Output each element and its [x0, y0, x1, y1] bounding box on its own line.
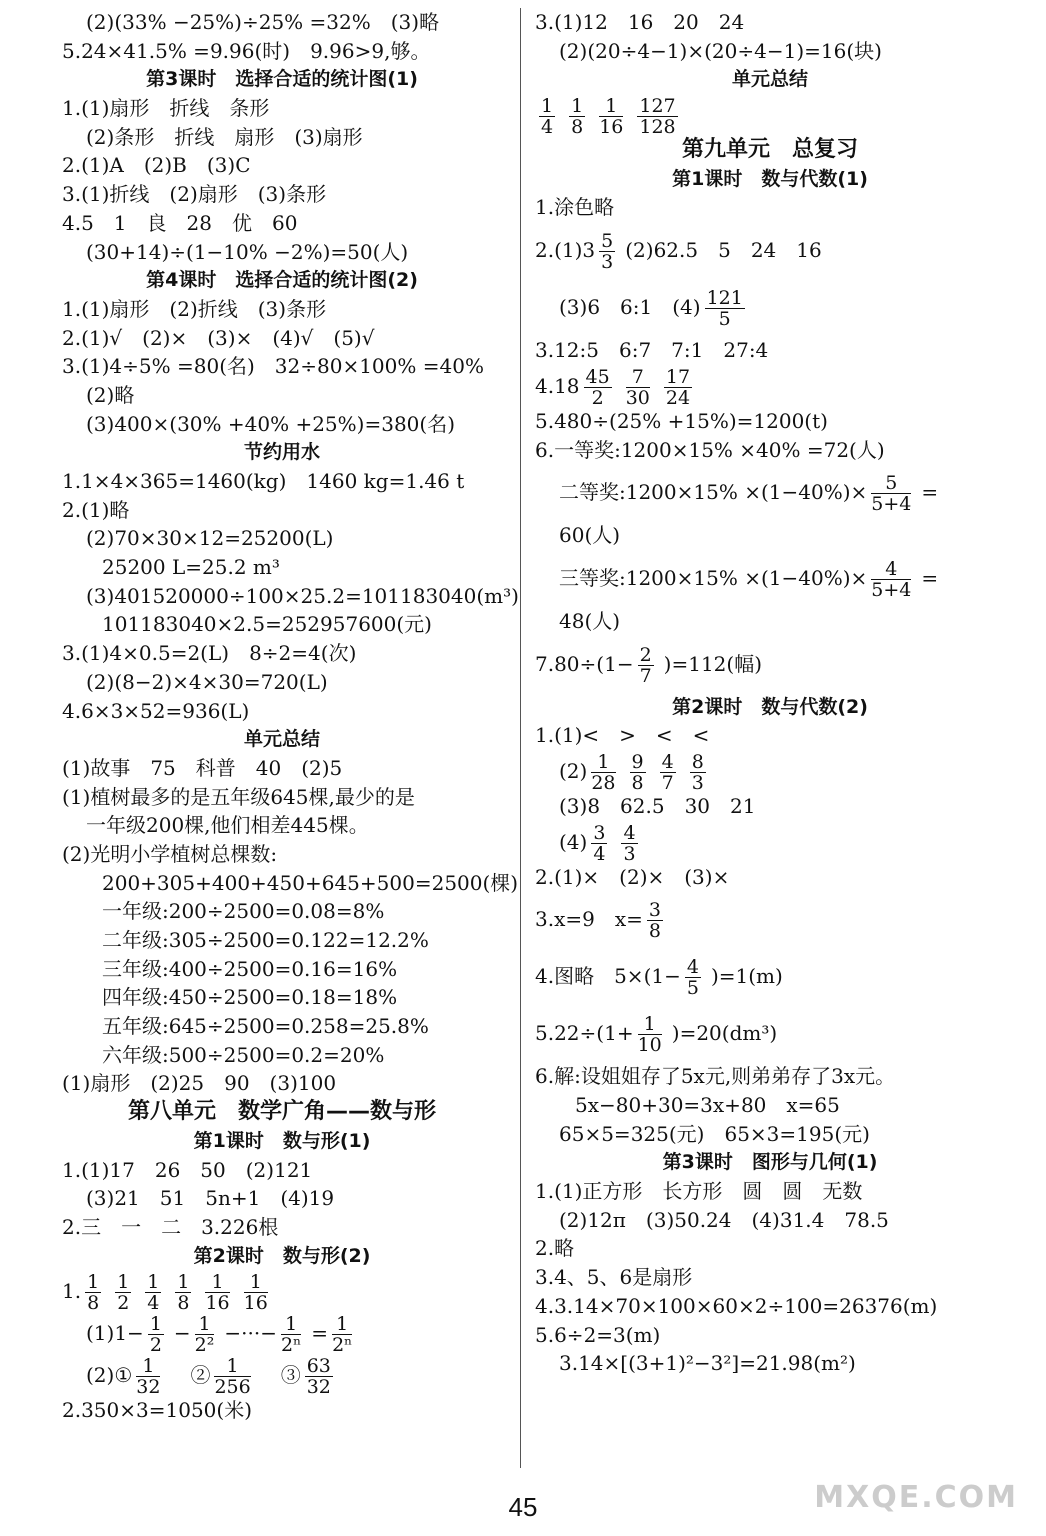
fraction: $\frac{5}{5+4}$: [871, 472, 912, 516]
section-heading: 第八单元 数学广角——数与形: [127, 1099, 436, 1125]
answer-line: 2.略: [535, 1236, 575, 1261]
answer-line: 1.1×4×365=1460(kg) 1460 kg=1.46 t: [62, 469, 465, 493]
answer-line: 5.22÷(1+ $\frac{1}{10}$ )=20(dm³): [535, 1013, 778, 1057]
answer-line: 1.(1)17 26 50 (2)121: [62, 1157, 313, 1182]
fraction: $\frac{1}{\text{2²}}$: [194, 1313, 215, 1357]
answer-line: 1.(1)扇形 折线 条形: [62, 96, 270, 121]
fraction: $\frac{4}{5+4}$: [871, 557, 912, 601]
fraction: $\frac{2}{7}$: [639, 643, 652, 687]
answer-line: 200+305+400+450+645+500=2500(棵): [102, 870, 519, 895]
answer-line: 二等奖:1200×15% ×(1−40%)× $\frac{5}{5+4}$ =: [559, 472, 939, 516]
answer-line: 6.解:设姐姐存了5x元,则弟弟存了3x元。: [535, 1064, 896, 1089]
answer-line: (2)① $\frac{1}{32}$ ② $\frac{1}{256}$ ③ $\frac{63}{32}$: [86, 1355, 331, 1399]
answer-line: 2.(1)√ (2)× (3)× (4)√ (5)√: [62, 325, 375, 350]
answer-line: 4.18 $\frac{45}{2}$ $\frac{7}{30}$ $\frac{17}{24}$: [535, 365, 691, 409]
section-heading: 第2课时 数与代数(2): [672, 695, 868, 718]
fraction: $\frac{121}{5}$: [706, 287, 743, 331]
answer-line: 25200 L=25.2 m³: [102, 555, 280, 580]
answer-line: 5.480÷(25% +15%)=1200(t): [535, 408, 828, 433]
answer-line: 2.(1)× (2)× (3)×: [535, 864, 730, 889]
answer-line: 3.(1)折线 (2)扇形 (3)条形: [62, 182, 327, 207]
answer-line: 1.(1)< > < <: [535, 723, 710, 748]
section-heading: 第4课时 选择合适的统计图(2): [146, 269, 418, 292]
fraction: $\frac{63}{32}$: [306, 1355, 331, 1399]
fraction: $\frac{45}{2}$: [585, 365, 610, 409]
answer-line: (1)1− $\frac{1}{2}$ − $\frac{1}{\text{2²}}$ −···− $\frac{1}{\text{2ⁿ}}$ = $\frac{1}{\text{2ⁿ}}$: [86, 1313, 353, 1357]
answer-line: 五年级:645÷2500=0.258=25.8%: [102, 1014, 429, 1039]
answer-line: 3.12:5 6:7 7:1 27:4: [535, 338, 769, 363]
fraction: $\frac{4}{3}$: [623, 821, 636, 865]
answer-line: (2) $\frac{1}{28}$ $\frac{9}{8}$ $\frac{4}{7}$ $\frac{8}{3}$: [559, 750, 704, 794]
answer-line: (4) $\frac{3}{4}$ $\frac{4}{3}$: [559, 821, 636, 865]
answer-line: 1. $\frac{1}{8}$ $\frac{1}{2}$ $\frac{1}{4}$ $\frac{1}{8}$ $\frac{1}{16}$ $\frac{1}{16}$: [62, 1271, 268, 1315]
section-heading: 第九单元 总复习: [681, 137, 858, 163]
answer-line: 3.(1)4÷5% =80(名) 32÷80×100% =40%: [62, 354, 484, 379]
answer-line: 2.(1)略: [62, 497, 130, 522]
answer-line: (3)6 6:1 (4) $\frac{121}{5}$: [559, 287, 743, 331]
answer-line: 六年级:500÷2500=0.2=20%: [102, 1042, 385, 1067]
answer-line: 3.14×[(3+1)²−3²]=21.98(m²): [559, 1351, 856, 1376]
fraction: $\frac{3}{4}$: [593, 821, 606, 865]
fraction: $\frac{1}{\text{2ⁿ}}$: [280, 1313, 302, 1357]
answer-line: (2)70×30×12=25200(L): [86, 526, 334, 551]
fraction: $\frac{1}{4}$: [541, 95, 554, 139]
answer-line: 5.6÷2=3(m): [535, 1322, 661, 1347]
answer-line: 四年级:450÷2500=0.18=18%: [102, 985, 398, 1010]
answer-line: (3)400×(30% +40% +25%)=380(名): [86, 411, 455, 436]
section-heading: 单元总结: [243, 728, 320, 751]
left-column: [62, 8, 519, 1425]
answer-line: 4.6×3×52=936(L): [62, 698, 250, 723]
fraction: $\frac{1}{8}$: [571, 95, 584, 139]
answer-line: 4.图略 5×(1− $\frac{4}{5}$ )=1(m): [535, 956, 783, 1000]
fraction: $\frac{1}{\text{2ⁿ}}$: [332, 1313, 353, 1357]
fraction: $\frac{17}{24}$: [665, 365, 691, 409]
section-heading: 第1课时 数与代数(1): [672, 167, 868, 190]
answer-line: (1)扇形 (2)25 90 (3)100: [62, 1071, 337, 1096]
answer-line: (2)(8−2)×4×30=720(L): [86, 669, 328, 694]
answer-line: (3)401520000÷100×25.2=101183040(m³): [86, 583, 519, 608]
answer-line: [535, 94, 1005, 139]
section-heading: 第2课时 数与形(2): [193, 1244, 371, 1267]
fraction: $\frac{8}{3}$: [691, 750, 704, 794]
section-heading: 单元总结: [731, 68, 808, 91]
fraction: $\frac{1}{256}$: [214, 1355, 251, 1399]
fraction: $\frac{1}{2}$: [117, 1271, 130, 1315]
answer-line: (2)条形 折线 扇形 (3)扇形: [86, 124, 363, 149]
fraction: $\frac{7}{30}$: [625, 365, 650, 409]
answer-line: 7.80÷(1− $\frac{2}{7}$ )=112(幅): [535, 643, 763, 687]
answer-line: (3)21 51 5n+1 (4)19: [86, 1186, 335, 1211]
fraction: $\frac{4}{5}$: [686, 956, 699, 1000]
answer-line: 3.(1)12 16 20 24: [535, 10, 745, 34]
answer-line: (2)(20÷4−1)×(20÷4−1)=16(块): [559, 38, 882, 63]
column-divider: [520, 8, 521, 1468]
fraction: $\frac{1}{4}$: [147, 1271, 160, 1315]
answer-line: 三年级:400÷2500=0.16=16%: [102, 956, 398, 981]
fraction: $\frac{1}{16}$: [599, 95, 624, 139]
fraction: $\frac{3}{8}$: [648, 899, 661, 943]
answer-line: (30+14)÷(1−10% −2%)=50(人): [86, 239, 409, 264]
answer-line: 4.3.14×70×100×60×2÷100=26376(m): [535, 1293, 938, 1318]
fraction: $\frac{5}{3}$: [601, 230, 614, 274]
answer-line: 2.350×3=1050(米): [62, 1398, 252, 1423]
section-heading: 节约用水: [243, 441, 320, 464]
fraction: $\frac{9}{8}$: [631, 750, 644, 794]
fraction: $\frac{1}{8}$: [87, 1271, 100, 1315]
page-number: 45: [508, 1492, 538, 1522]
answer-line: 三等奖:1200×15% ×(1−40%)× $\frac{4}{5+4}$ =: [559, 557, 939, 601]
answer-line: 3.x=9 x= $\frac{3}{8}$: [535, 899, 661, 943]
watermark-logo: MXQE.COM: [814, 1480, 1018, 1515]
fraction: $\frac{1}{2}$: [149, 1313, 162, 1357]
answer-line: 2.三 一 二 3.226根: [62, 1214, 279, 1239]
section-heading: 第1课时 数与形(1): [193, 1129, 371, 1152]
answer-line: 1.(1)扇形 (2)折线 (3)条形: [62, 296, 327, 321]
answer-line: 6.一等奖:1200×15% ×40% =72(人): [535, 437, 885, 462]
answer-line: 3.(1)4×0.5=2(L) 8÷2=4(次): [62, 641, 357, 666]
answer-line: 5x−80+30=3x+80 x=65: [575, 1093, 840, 1117]
answer-line: (2)略: [86, 382, 135, 407]
answer-line: 2.(1)3 $\frac{5}{3}$ (2)62.5 5 24 16: [535, 230, 822, 274]
answer-line: (2)光明小学植树总棵数:: [62, 841, 278, 866]
fraction: $\frac{1}{16}$: [243, 1271, 268, 1315]
answer-line: 二年级:305÷2500=0.122=12.2%: [102, 928, 429, 952]
answer-line: 一年级200棵,他们相差445棵。: [86, 813, 369, 838]
fraction: $\frac{1}{8}$: [177, 1271, 190, 1315]
answer-line: (2)12π (3)50.24 (4)31.4 78.5: [559, 1207, 889, 1232]
answer-line: 4.5 1 良 28 优 60: [62, 210, 298, 235]
fraction: $\frac{4}{7}$: [661, 750, 674, 794]
answer-line: 2.(1)A (2)B (3)C: [62, 153, 251, 178]
fraction: $\frac{127}{128}$: [639, 95, 676, 139]
answer-line: (1)故事 75 科普 40 (2)5: [62, 755, 343, 780]
fraction: $\frac{1}{32}$: [136, 1355, 161, 1399]
answer-line: 一年级:200÷2500=0.08=8%: [102, 899, 385, 924]
answer-line: 5.24×41.5% =9.96(时) 9.96>9,够。: [62, 38, 431, 63]
fraction: $\frac{1}{28}$: [591, 750, 616, 794]
answer-line: 3.4、5、6是扇形: [535, 1265, 693, 1290]
section-heading: 第3课时 选择合适的统计图(1): [146, 68, 418, 91]
answer-line: 48(人): [559, 608, 621, 633]
answer-line: (2)(33% −25%)÷25% =32% (3)略: [86, 10, 440, 34]
fraction: $\frac{1}{10}$: [637, 1013, 662, 1057]
answer-line: 1.(1)正方形 长方形 圆 圆 无数: [535, 1179, 863, 1204]
answer-line: 60(人): [559, 523, 621, 548]
answer-line: 1.涂色略: [535, 195, 615, 220]
answer-line: 65×5=325(元) 65×3=195(元): [559, 1121, 870, 1146]
right-column: [535, 8, 1005, 1378]
answer-line: 101183040×2.5=252957600(元): [102, 612, 432, 637]
fraction: $\frac{1}{16}$: [205, 1271, 230, 1315]
section-heading: 第3课时 图形与几何(1): [662, 1151, 878, 1174]
answer-line: (1)植树最多的是五年级645棵,最少的是: [62, 784, 415, 809]
answer-line: (3)8 62.5 30 21: [559, 793, 756, 818]
